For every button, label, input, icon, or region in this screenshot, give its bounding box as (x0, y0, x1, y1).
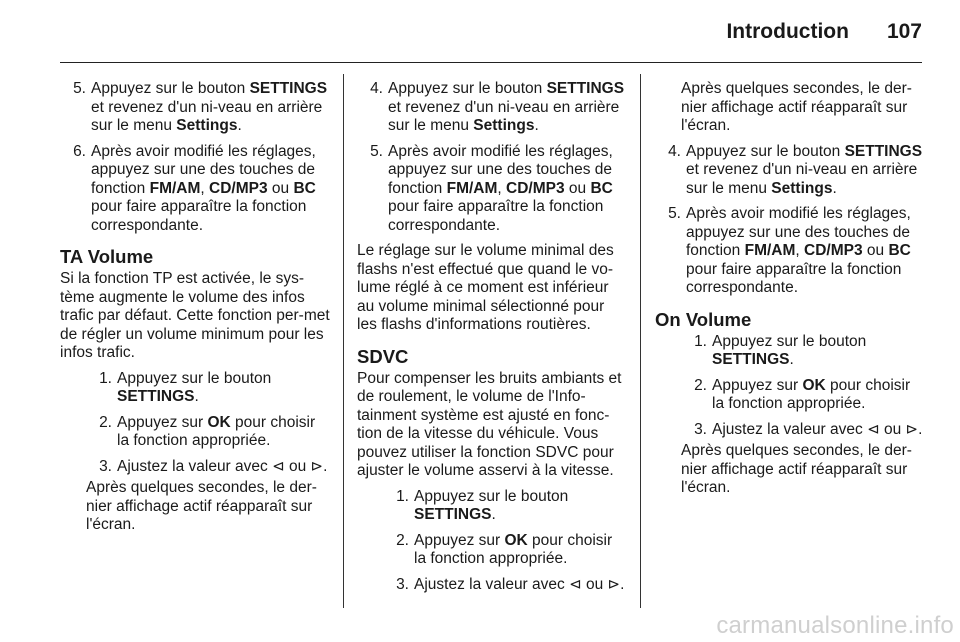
settings-button-ref: SETTINGS (844, 142, 923, 160)
list-item (60, 370, 330, 407)
text: pour faire apparaître la fonction correspondante. (91, 198, 307, 234)
list-number: 2. (694, 376, 707, 394)
page-number: 107 (886, 20, 922, 43)
text: , (795, 242, 805, 259)
list-number: 5. (370, 142, 383, 160)
text: Appuyez sur le bouton (686, 142, 845, 160)
text: Appuyez sur (117, 413, 208, 431)
list-item (655, 377, 924, 414)
paragraph: Le réglage sur le volume minimal des flashs n'est effectué que quand le vo-lume réglé à ce moment est inférieur au volume minimal sélectionné pour les flashs d'informations routières. (357, 242, 614, 333)
list-text (712, 377, 924, 414)
list-continuation: Après quelques secondes, le der-nier affichage actif réapparaît sur l'écran. (86, 479, 317, 533)
settings-button-ref: SETTINGS (249, 80, 328, 97)
text: Ajustez la valeur avec (712, 420, 868, 438)
settings-menu-ref: Settings (176, 117, 238, 134)
text: pour choisir la fonction appropriée. (117, 413, 316, 449)
list-number: 1. (99, 369, 112, 387)
section-heading-ta-volume: TA Volume (60, 246, 154, 267)
settings-menu-ref: Settings (473, 117, 535, 134)
section-heading-sdvc: SDVC (357, 345, 409, 367)
text: Après avoir modifié les réglages, appuyez sur une des touches de fonction (686, 205, 911, 259)
text: pour choisir la fonction appropriée. (712, 376, 911, 412)
list-text (712, 421, 924, 440)
text: pour faire apparaître la fonction correspondante. (388, 198, 604, 234)
text: . (534, 117, 539, 134)
list-text (91, 80, 330, 136)
list-item (655, 143, 924, 199)
section-title: Introduction (726, 20, 849, 43)
column-1 (60, 80, 330, 542)
text: Appuyez sur (712, 376, 803, 394)
list-number: 1. (694, 332, 707, 350)
bc-key-ref: BC (888, 242, 911, 259)
fmam-key-ref: FM/AM (446, 179, 498, 197)
paragraph: Si la fonction TP est activée, le sys-tème augmente le volume des infos trafic par défaut. Cette fonction per-met de régler un volume minimum pour les infos trafic. (60, 270, 330, 361)
text: Ajustez la valeur avec (117, 457, 273, 475)
text: ou (267, 179, 294, 197)
cdmp3-key-ref: CD/MP3 (209, 179, 268, 197)
text: pour choisir la fonction appropriée. (414, 531, 613, 567)
list-text (414, 488, 628, 525)
text: ou (581, 575, 608, 593)
list-text (712, 333, 924, 370)
ok-button-ref: OK (207, 413, 231, 431)
text: Appuyez sur le bouton (388, 80, 547, 97)
settings-button-ref: SETTINGS (117, 388, 195, 405)
list-text (117, 458, 330, 477)
arrow-left-icon: ⊲ (867, 420, 880, 438)
page-header (726, 19, 922, 45)
text: . (789, 351, 794, 368)
list-item (60, 458, 330, 477)
text: et revenez d'un ni-veau en arrière sur le menu (686, 161, 918, 197)
arrow-left-icon: ⊲ (569, 575, 582, 593)
list-number: 5. (73, 80, 86, 97)
text: pour faire apparaître la fonction correspondante. (686, 260, 902, 296)
text: , (200, 179, 210, 197)
list-text (117, 414, 330, 451)
settings-button-ref: SETTINGS (546, 80, 625, 97)
list-number: 3. (396, 575, 409, 593)
arrow-right-icon: ⊳ (607, 575, 621, 593)
text: ou (862, 242, 889, 259)
settings-button-ref: SETTINGS (414, 506, 492, 523)
list-text (414, 576, 628, 595)
text: Appuyez sur le bouton (414, 487, 569, 505)
list-number: 3. (694, 420, 707, 438)
text: . (620, 575, 625, 593)
column-3 (655, 80, 924, 505)
list-number: 2. (99, 413, 112, 431)
column-divider-1 (343, 74, 344, 608)
list-item (60, 80, 330, 136)
text: Appuyez sur le bouton (712, 332, 867, 350)
list-continuation: Après quelques secondes, le der-nier affichage actif réapparaît sur l'écran. (681, 442, 912, 496)
list-continuation: Après quelques secondes, le der-nier affichage actif réapparaît sur l'écran. (681, 80, 912, 134)
text: ou (564, 179, 591, 197)
text: Appuyez sur le bouton (117, 369, 272, 387)
list-item (655, 205, 924, 298)
text: . (832, 179, 837, 197)
ok-button-ref: OK (504, 531, 528, 549)
text: Appuyez sur le bouton (91, 80, 250, 97)
list-item (60, 143, 330, 236)
text: et revenez d'un ni-veau en arrière sur le menu (91, 98, 323, 134)
list-text (686, 205, 924, 298)
fmam-key-ref: FM/AM (149, 179, 201, 197)
text: . (918, 420, 923, 438)
column-divider-2 (640, 74, 641, 608)
list-item (60, 414, 330, 451)
bc-key-ref: BC (293, 179, 316, 197)
header-rule (60, 62, 922, 63)
list-text (686, 143, 924, 199)
text: Après avoir modifié les réglages, appuyez sur une des touches de fonction (388, 142, 613, 197)
text: ou (284, 457, 311, 475)
list-number: 4. (668, 142, 681, 160)
list-item (655, 421, 924, 440)
fmam-key-ref: FM/AM (744, 242, 796, 259)
cdmp3-key-ref: CD/MP3 (506, 179, 565, 197)
cdmp3-key-ref: CD/MP3 (804, 242, 863, 259)
text: . (237, 117, 242, 134)
arrow-right-icon: ⊳ (310, 457, 324, 475)
text: . (491, 506, 496, 523)
text: , (497, 179, 507, 197)
list-text (388, 80, 628, 136)
list-item (655, 333, 924, 370)
paragraph: Pour compenser les bruits ambiants et de roulement, le volume de l'Info-tainment système est ajusté en fonc-tion de la vitesse du véhicule. Vous pouvez utiliser la fonction SDVC pour ajuster le volume asservi à la vitesse. (357, 369, 622, 479)
text: et revenez d'un ni-veau en arrière sur le menu (388, 98, 620, 134)
list-item (357, 532, 628, 569)
text: ou (879, 420, 906, 438)
watermark: carmanualsonline.info (716, 612, 954, 639)
list-number: 5. (668, 205, 681, 222)
column-2 (357, 80, 628, 601)
text: Ajustez la valeur avec (414, 575, 570, 593)
ok-button-ref: OK (802, 376, 826, 394)
text: . (194, 388, 199, 405)
text: . (323, 457, 328, 475)
list-item (357, 80, 628, 136)
list-text (91, 143, 330, 236)
list-number: 3. (99, 457, 112, 475)
settings-menu-ref: Settings (771, 179, 833, 197)
list-text (388, 143, 628, 236)
list-text (414, 532, 628, 569)
bc-key-ref: BC (590, 179, 613, 197)
list-number: 2. (396, 531, 409, 549)
text: Appuyez sur (414, 531, 505, 549)
arrow-left-icon: ⊲ (272, 457, 285, 475)
list-number: 4. (370, 80, 383, 97)
settings-button-ref: SETTINGS (712, 351, 790, 368)
text: Après avoir modifié les réglages, appuyez sur une des touches de fonction (91, 142, 316, 197)
list-item (357, 143, 628, 236)
list-number: 1. (396, 487, 409, 505)
list-number: 6. (73, 142, 86, 160)
list-item (357, 488, 628, 525)
list-text (117, 370, 330, 407)
arrow-right-icon: ⊳ (905, 420, 919, 438)
section-heading-on-volume: On Volume (655, 308, 752, 330)
list-item (357, 576, 628, 595)
